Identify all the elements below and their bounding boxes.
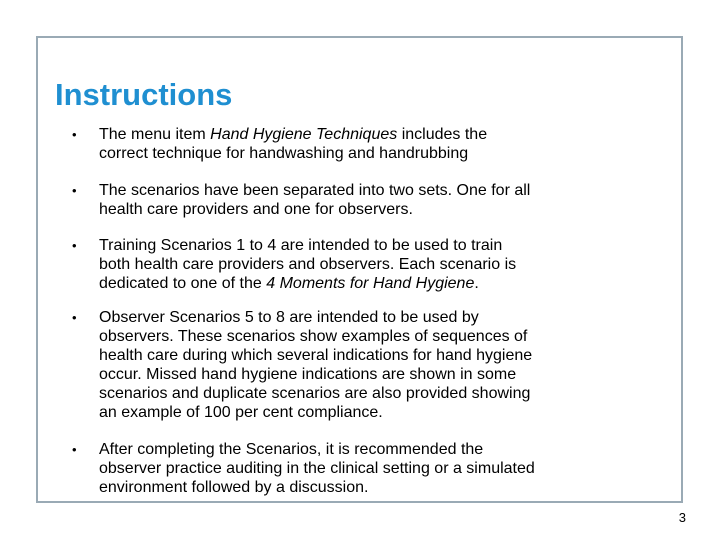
bullet-line: an example of 100 per cent compliance. [99, 404, 383, 421]
bullet-line: After completing the Scenarios, it is recommended the [99, 441, 484, 458]
bullet-line: correct technique for handwashing and handrubbing [99, 145, 469, 162]
bullet-dot: • [72, 183, 77, 198]
slide-title: Instructions [55, 77, 233, 112]
bullet-text [99, 181, 609, 219]
bullet-line: environment followed by a discussion. [99, 479, 369, 496]
bullet-line: health care providers and one for observers. [99, 201, 413, 218]
page-number: 3 [678, 510, 686, 525]
bullet-line: both health care providers and observers. Each scenario is [99, 256, 517, 273]
bullet-line: occur. Missed hand hygiene indications are shown in some [99, 366, 517, 383]
bullet-line: Training Scenarios 1 to 4 are intended to be used to train [99, 237, 503, 254]
bullet-line: The scenarios have been separated into two sets. One for all [99, 182, 531, 199]
italic-text-run: 4 Moments for Hand Hygiene [266, 275, 475, 292]
bullet-line: scenarios and duplicate scenarios are also provided showing [99, 385, 531, 402]
bullet-dot: • [72, 127, 77, 142]
bullet-text [99, 236, 609, 293]
italic-text-run: Hand Hygiene Techniques [210, 126, 398, 143]
bullet-line: observer practice auditing in the clinical setting or a simulated [99, 460, 535, 477]
bullet-line: health care during which several indications for hand hygiene [99, 347, 533, 364]
bullet-dot: • [72, 310, 77, 325]
text-run: dedicated to one of the [99, 275, 267, 292]
bullet-text [99, 308, 609, 422]
bullet-text [99, 440, 609, 497]
bullet-text [99, 125, 609, 163]
bullet-line: Observer Scenarios 5 to 8 are intended to be used by [99, 309, 479, 326]
bullet-line [99, 125, 609, 144]
bullet-dot: • [72, 238, 77, 253]
text-run: The menu item [99, 126, 211, 143]
bullet-dot: • [72, 442, 77, 457]
text-run: includes the [397, 126, 488, 143]
bullet-line: observers. These scenarios show examples of sequences of [99, 328, 528, 345]
text-run: . [474, 275, 479, 292]
bullet-line [99, 274, 609, 293]
